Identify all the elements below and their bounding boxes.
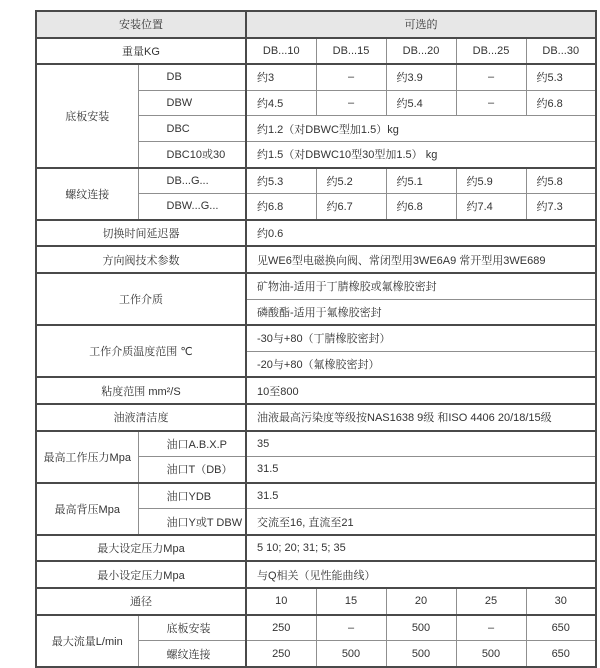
- switch-delay-value: 约0.6: [246, 220, 596, 247]
- switch-delay-row: [36, 220, 596, 247]
- diameter-value-cell: 20: [386, 588, 456, 615]
- sub-label-dbc10or30: DBC10或30: [138, 141, 246, 167]
- sub-label-db-g: DB...G...: [138, 168, 246, 194]
- value-cell: 约5.3: [246, 168, 316, 194]
- temp-range-value: -20与+80（氟橡胶密封）: [246, 351, 596, 377]
- max-flow-label: 最大流量L/min: [36, 615, 138, 667]
- value-cell: 约3.9: [386, 64, 456, 90]
- thread-conn-label: 螺纹连接: [36, 168, 138, 220]
- working-medium-value: 矿物油-适用于丁腈橡胶或氟橡胶密封: [246, 273, 596, 299]
- diameter-value-cell: 25: [456, 588, 526, 615]
- direction-valve-label: 方向阀技术参数: [36, 246, 246, 273]
- sub-label-dbw-g: DBW...G...: [138, 194, 246, 220]
- value-cell: 约5.8: [526, 168, 596, 194]
- diameter-row: [36, 588, 596, 615]
- max-pressure-value: 35: [246, 431, 596, 457]
- back-pressure-label: 最高背压Mpa: [36, 483, 138, 535]
- cleanliness-row: [36, 404, 596, 431]
- value-cell: –: [456, 90, 526, 116]
- flow-value-cell: 650: [526, 615, 596, 641]
- working-medium-label: 工作介质: [36, 273, 246, 325]
- header-row: [36, 11, 596, 38]
- flow-value-cell: 250: [246, 641, 316, 667]
- plate-mount-label: 底板安装: [36, 64, 138, 167]
- value-cell: –: [316, 90, 386, 116]
- max-pressure-row-1: [36, 431, 596, 457]
- switch-delay-label: 切换时间延迟器: [36, 220, 246, 247]
- max-set-pressure-label: 最大设定压力Mpa: [36, 535, 246, 562]
- back-pressure-value: 交流至16, 直流至21: [246, 509, 596, 535]
- cleanliness-label: 油液清洁度: [36, 404, 246, 431]
- spec-table: [35, 10, 597, 668]
- sub-label-dbc: DBC: [138, 116, 246, 142]
- direction-valve-row: [36, 246, 596, 273]
- flow-value-cell: –: [456, 615, 526, 641]
- min-set-pressure-value: 与Q相关（见性能曲线）: [246, 561, 596, 588]
- value-cell: 约3: [246, 64, 316, 90]
- model-header-cell: DB...10: [246, 38, 316, 65]
- back-pressure-value: 31.5: [246, 483, 596, 509]
- value-span-cell: 约1.2（对DBWC型加1.5）kg: [246, 116, 596, 142]
- header-installation-position: 安装位置: [36, 11, 246, 38]
- value-cell: 约5.3: [526, 64, 596, 90]
- plate-mount-db-row: [36, 64, 596, 90]
- temp-range-label: 工作介质温度范围 ℃: [36, 325, 246, 377]
- max-flow-plate-row: [36, 615, 596, 641]
- diameter-label: 通径: [36, 588, 246, 615]
- value-cell: 约7.3: [526, 194, 596, 220]
- value-cell: 约6.8: [246, 194, 316, 220]
- flow-value-cell: 250: [246, 615, 316, 641]
- flow-value-cell: 500: [316, 641, 386, 667]
- value-cell: –: [456, 64, 526, 90]
- diameter-value-cell: 10: [246, 588, 316, 615]
- back-pressure-row-1: [36, 483, 596, 509]
- model-header-cell: DB...20: [386, 38, 456, 65]
- sub-label-plate-mount: 底板安装: [138, 615, 246, 641]
- min-set-pressure-row: [36, 561, 596, 588]
- viscosity-value: 10至800: [246, 377, 596, 404]
- value-cell: 约6.8: [386, 194, 456, 220]
- weight-row: [36, 38, 596, 65]
- sub-label-port-ydb: 油口YDB: [138, 483, 246, 509]
- header-optional: 可选的: [246, 11, 596, 38]
- viscosity-label: 粘度范围 mm²/S: [36, 377, 246, 404]
- max-set-pressure-row: [36, 535, 596, 562]
- value-cell: 约5.1: [386, 168, 456, 194]
- diameter-value-cell: 30: [526, 588, 596, 615]
- value-cell: 约7.4: [456, 194, 526, 220]
- weight-label: 重量KG: [36, 38, 246, 65]
- value-cell: 约6.7: [316, 194, 386, 220]
- sub-label-port-abxp: 油口A.B.X.P: [138, 431, 246, 457]
- max-set-pressure-value: 5 10; 20; 31; 5; 35: [246, 535, 596, 562]
- max-pressure-value: 31.5: [246, 457, 596, 483]
- viscosity-row: [36, 377, 596, 404]
- model-header-cell: DB...15: [316, 38, 386, 65]
- thread-conn-db-row: [36, 168, 596, 194]
- value-cell: 约4.5: [246, 90, 316, 116]
- sub-label-db: DB: [138, 64, 246, 90]
- diameter-value-cell: 15: [316, 588, 386, 615]
- sub-label-port-y-t-dbw: 油口Y或T DBW: [138, 509, 246, 535]
- temp-range-value: -30与+80（丁腈橡胶密封）: [246, 325, 596, 351]
- flow-value-cell: –: [316, 615, 386, 641]
- value-cell: 约5.9: [456, 168, 526, 194]
- flow-value-cell: 500: [386, 641, 456, 667]
- working-medium-row-1: [36, 273, 596, 299]
- temp-range-row-1: [36, 325, 596, 351]
- model-header-cell: DB...30: [526, 38, 596, 65]
- cleanliness-value: 油液最高污染度等级按NAS1638 9级 和ISO 4406 20/18/15级: [246, 404, 596, 431]
- value-cell: 约5.4: [386, 90, 456, 116]
- value-span-cell: 约1.5（对DBWC10型30型加1.5） kg: [246, 141, 596, 167]
- sub-label-thread-conn: 螺纹连接: [138, 641, 246, 667]
- flow-value-cell: 500: [386, 615, 456, 641]
- direction-valve-value: 见WE6型电磁换向阀、常闭型用3WE6A9 常开型用3WE689: [246, 246, 596, 273]
- flow-value-cell: 650: [526, 641, 596, 667]
- model-header-cell: DB...25: [456, 38, 526, 65]
- max-pressure-label: 最高工作压力Mpa: [36, 431, 138, 483]
- working-medium-value: 磷酸酯-适用于氟橡胶密封: [246, 299, 596, 325]
- flow-value-cell: 500: [456, 641, 526, 667]
- value-cell: 约6.8: [526, 90, 596, 116]
- min-set-pressure-label: 最小设定压力Mpa: [36, 561, 246, 588]
- sub-label-dbw: DBW: [138, 90, 246, 116]
- value-cell: –: [316, 64, 386, 90]
- value-cell: 约5.2: [316, 168, 386, 194]
- sub-label-port-t-db: 油口T（DB）: [138, 457, 246, 483]
